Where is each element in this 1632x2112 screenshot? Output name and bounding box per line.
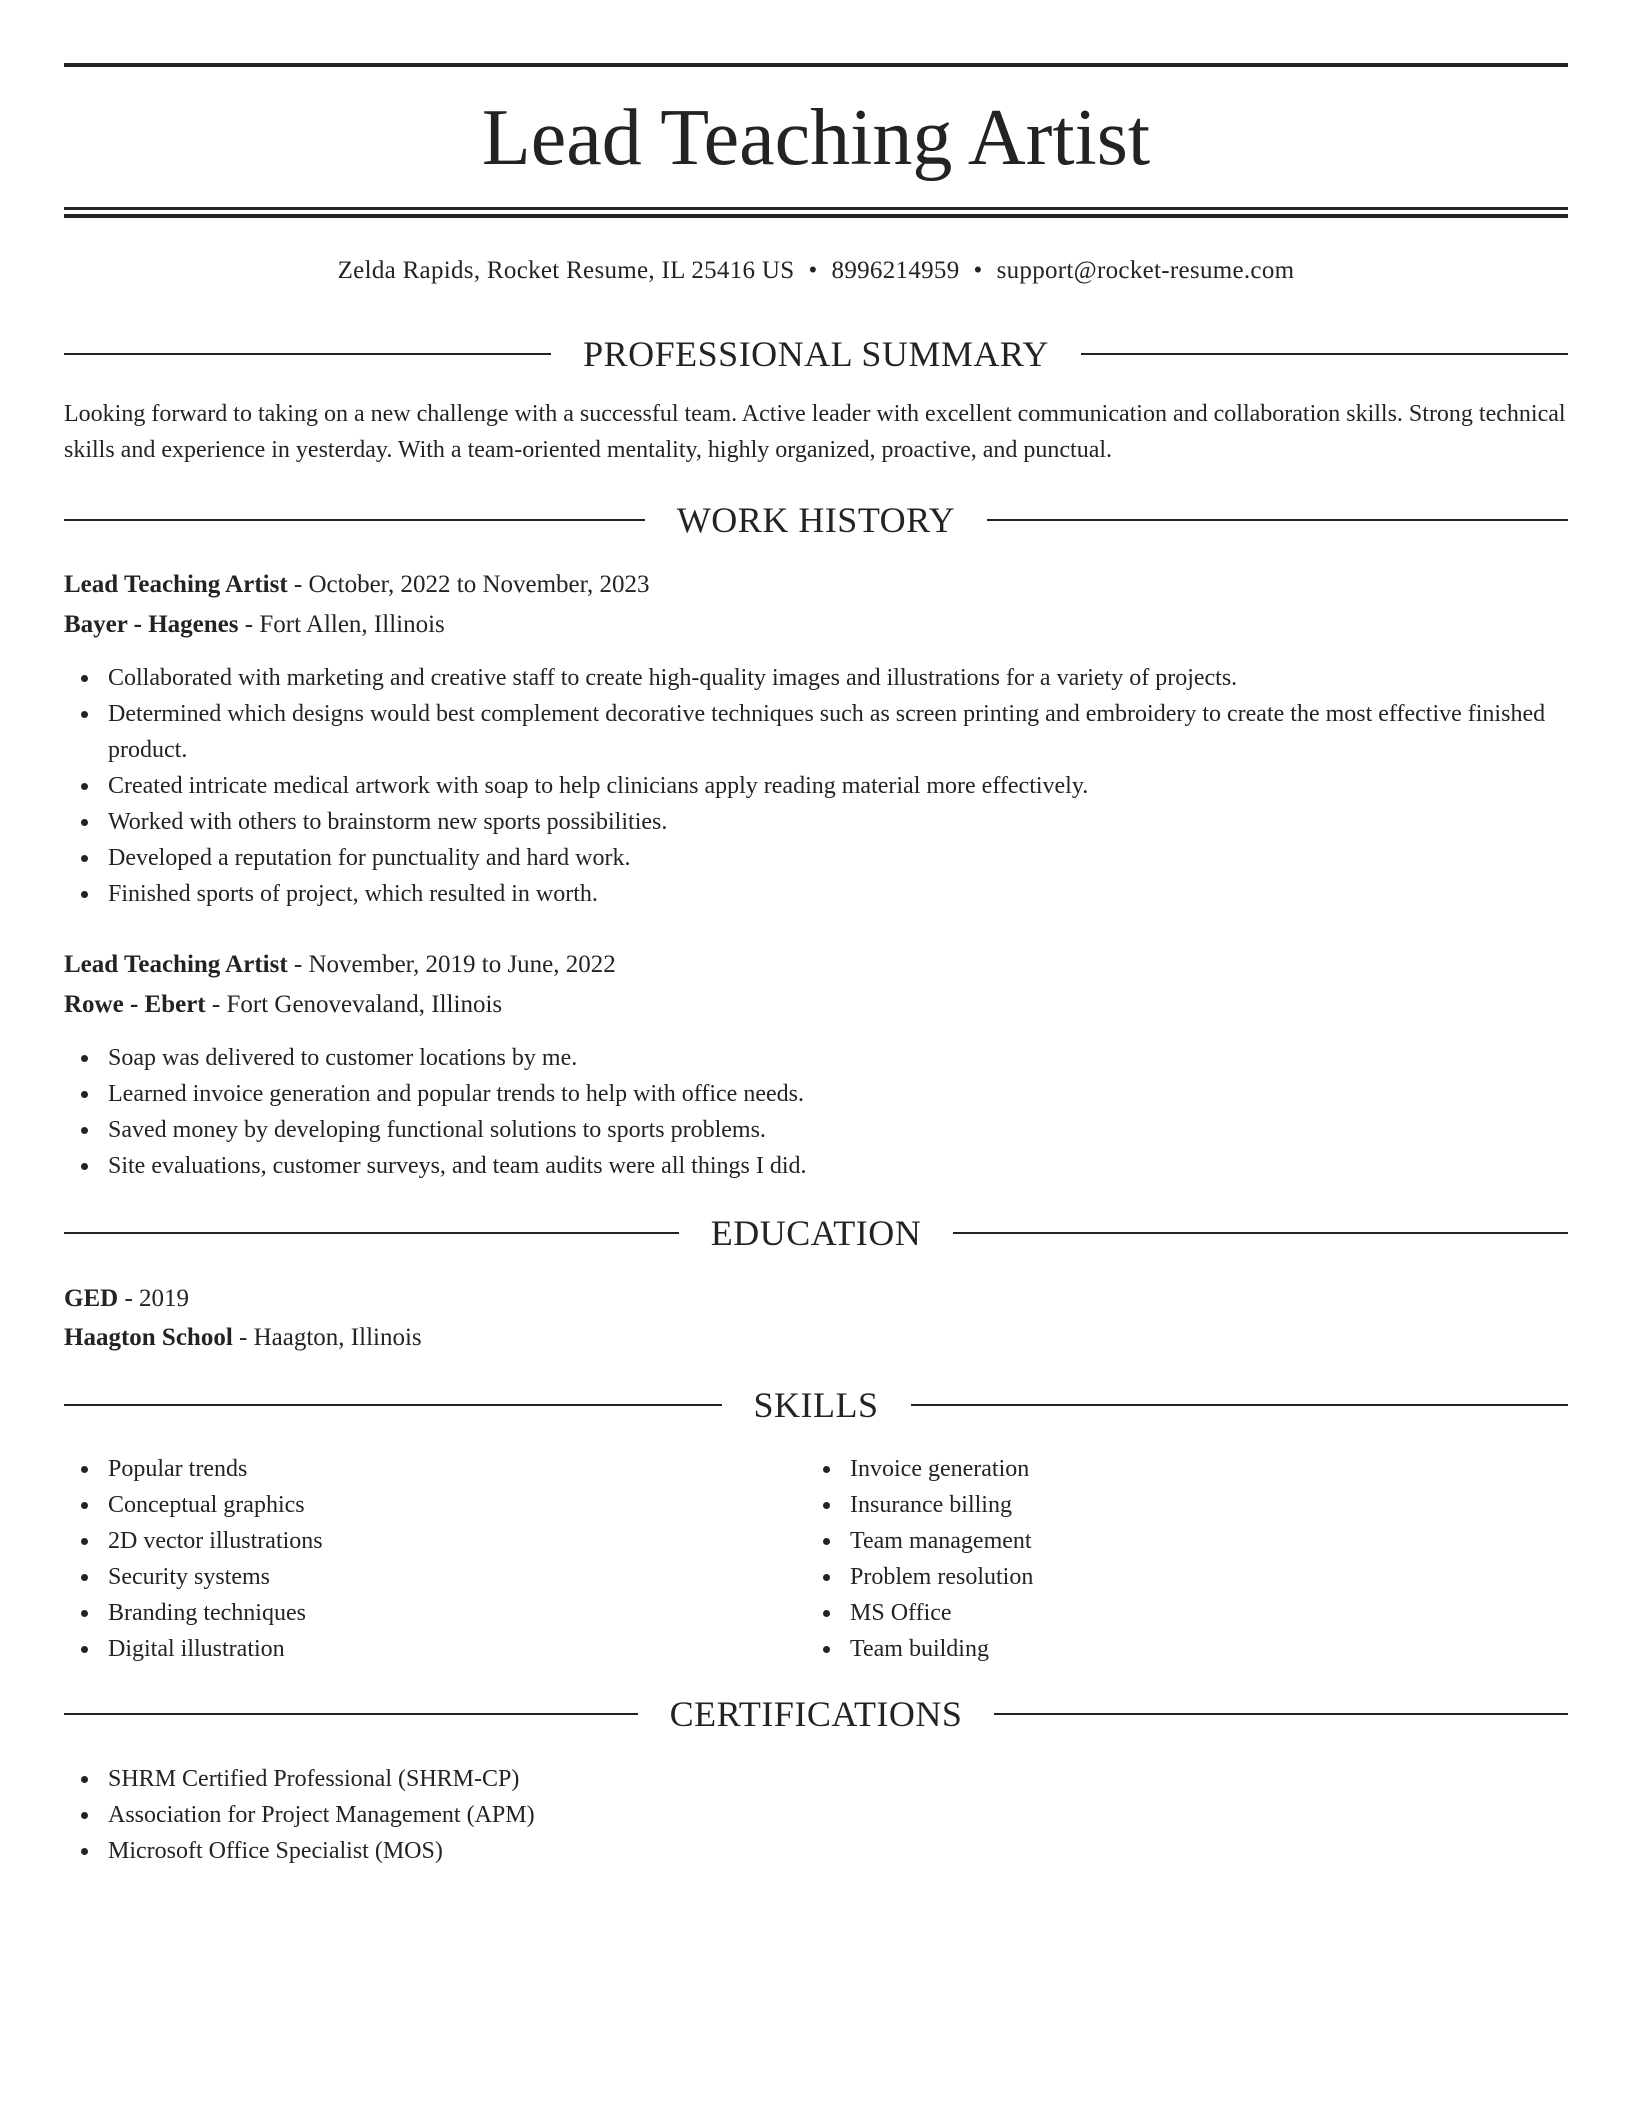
top-rule <box>64 63 1568 67</box>
job-bullets <box>64 1040 1568 1184</box>
summary-text: Looking forward to taking on a new challenge with a successful team. Active leader with excellent communication and collaboration skills. Strong technical skills and experience in yesterday. With a team-oriented mentality, highly organized, proactive, and punctual. <box>64 401 1566 463</box>
skill-item: Insurance billing <box>806 1487 1506 1523</box>
job-dates: - October, 2022 to November, 2023 <box>287 571 650 598</box>
section-rule-right <box>911 1404 1569 1406</box>
section-header-certifications <box>64 1694 1568 1734</box>
skill-item: Team building <box>806 1631 1506 1667</box>
skill-item: Invoice generation <box>806 1451 1506 1487</box>
contact-email: support@rocket-resume.com <box>996 257 1295 284</box>
contact-line <box>64 254 1568 288</box>
job-company-line <box>64 606 445 644</box>
job-company: Rowe - Ebert <box>64 991 206 1018</box>
education-location: - Haagton, Illinois <box>232 1324 422 1351</box>
certification-item: Microsoft Office Specialist (MOS) <box>64 1833 1568 1869</box>
section-header-work <box>64 500 1568 540</box>
job-title-line <box>64 946 616 984</box>
education-school-line <box>64 1319 422 1357</box>
section-rule-left <box>64 1404 722 1406</box>
skills-list-left <box>64 1451 764 1667</box>
section-header-summary <box>64 334 1568 374</box>
job-location: - Fort Genovevaland, Illinois <box>205 991 503 1018</box>
contact-phone: 8996214959 <box>831 257 960 284</box>
job-title-line <box>64 566 649 604</box>
job-title: Lead Teaching Artist <box>64 951 288 978</box>
job-bullet: Learned invoice generation and popular trends to help with office needs. <box>64 1076 1568 1112</box>
job-bullet: Developed a reputation for punctuality and hard work. <box>64 840 1568 876</box>
contact-address: Zelda Rapids, Rocket Resume, IL 25416 US <box>337 257 795 284</box>
education-degree: GED <box>64 1285 119 1312</box>
skill-item: Conceptual graphics <box>64 1487 764 1523</box>
resume-title: Lead Teaching Artist <box>481 94 1151 182</box>
section-title-education: EDUCATION <box>710 1213 922 1253</box>
title-rule-lower <box>64 214 1568 218</box>
section-rule-left <box>64 1232 679 1234</box>
certifications-list <box>64 1761 1568 1869</box>
section-rule-right <box>953 1232 1568 1234</box>
skill-item: Branding techniques <box>64 1595 764 1631</box>
certification-item: SHRM Certified Professional (SHRM-CP) <box>64 1761 1568 1797</box>
skill-item: Problem resolution <box>806 1559 1506 1595</box>
contact-separator: • <box>808 257 818 284</box>
section-rule-left <box>64 519 645 521</box>
job-title: Lead Teaching Artist <box>64 571 288 598</box>
skill-item: Security systems <box>64 1559 764 1595</box>
job-bullets <box>64 660 1568 912</box>
section-rule-left <box>64 353 551 355</box>
section-rule-right <box>987 519 1568 521</box>
section-title-certifications: CERTIFICATIONS <box>669 1694 963 1734</box>
education-school: Haagton School <box>64 1324 233 1351</box>
section-rule-right <box>1081 353 1568 355</box>
section-title-work: WORK HISTORY <box>676 500 956 540</box>
title-rule-upper <box>64 207 1568 210</box>
contact-separator: • <box>973 257 983 284</box>
education-year: - 2019 <box>118 1285 190 1312</box>
job-bullet: Finished sports of project, which resulted in worth. <box>64 876 1568 912</box>
skill-item: MS Office <box>806 1595 1506 1631</box>
job-bullet: Worked with others to brainstorm new sports possibilities. <box>64 804 1568 840</box>
section-header-education <box>64 1213 1568 1253</box>
skill-item: Digital illustration <box>64 1631 764 1667</box>
skill-item: Team management <box>806 1523 1506 1559</box>
section-title-summary: PROFESSIONAL SUMMARY <box>583 334 1049 374</box>
job-bullet: Soap was delivered to customer locations by me. <box>64 1040 1568 1076</box>
skills-list-right <box>806 1451 1506 1667</box>
job-bullet: Determined which designs would best complement decorative techniques such as screen printing and embroidery to create the most effective finished product. <box>64 696 1568 768</box>
skill-item: 2D vector illustrations <box>64 1523 764 1559</box>
section-title-skills: SKILLS <box>753 1385 879 1425</box>
job-bullet: Created intricate medical artwork with soap to help clinicians apply reading material more effectively. <box>64 768 1568 804</box>
section-rule-left <box>64 1713 638 1715</box>
job-company-line <box>64 986 502 1024</box>
section-rule-right <box>994 1713 1568 1715</box>
job-company: Bayer - Hagenes <box>64 611 239 638</box>
skill-item: Popular trends <box>64 1451 764 1487</box>
education-degree-line <box>64 1280 189 1318</box>
job-bullet: Collaborated with marketing and creative staff to create high-quality images and illustrations for a variety of projects. <box>64 660 1568 696</box>
section-header-skills <box>64 1385 1568 1425</box>
job-bullet: Site evaluations, customer surveys, and team audits were all things I did. <box>64 1148 1568 1184</box>
job-dates: - November, 2019 to June, 2022 <box>287 951 616 978</box>
job-location: - Fort Allen, Illinois <box>238 611 445 638</box>
certification-item: Association for Project Management (APM) <box>64 1797 1568 1833</box>
job-bullet: Saved money by developing functional solutions to sports problems. <box>64 1112 1568 1148</box>
